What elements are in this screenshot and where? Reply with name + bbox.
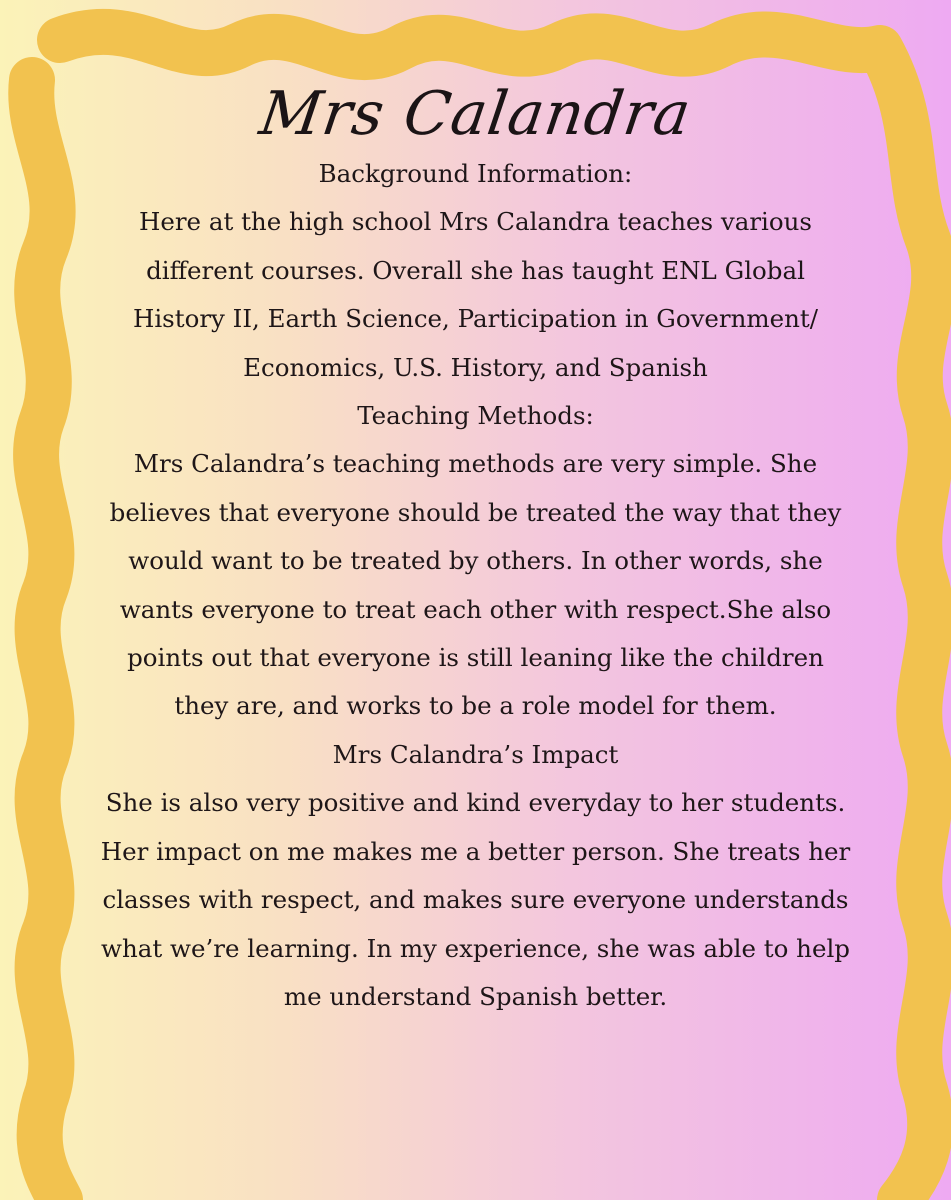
content-block [100, 78, 851, 1021]
section-body-impact: She is also very positive and kind everyday to her students. Her impact on me makes me a better person. She treats her classes with respect, and makes sure everyone understands what we’re learning. In my experience, she was able to help me understand Spanish better. [100, 788, 851, 1011]
section-body-teaching-methods: Mrs Calandra’s teaching methods are very simple. She believes that everyone should be treated the way that they would want to be treated by others. In other words, she wants everyone to treat each other with respect.She also points out that everyone is still leaning like the children they are, and works to be a role model for them. [109, 449, 842, 721]
section-body-background: Here at the high school Mrs Calandra teaches various different courses. Overall she has taught ENL Global History II, Earth Science, Participation in Government/ Economics, U.S. History, and Spanish [132, 207, 819, 382]
section-heading-impact: Mrs Calandra’s Impact [332, 739, 619, 769]
section-heading-background: Background Information: [318, 159, 633, 188]
section-heading-teaching-methods: Teaching Methods: [357, 401, 594, 431]
page-title: Mrs Calandra [255, 79, 696, 149]
